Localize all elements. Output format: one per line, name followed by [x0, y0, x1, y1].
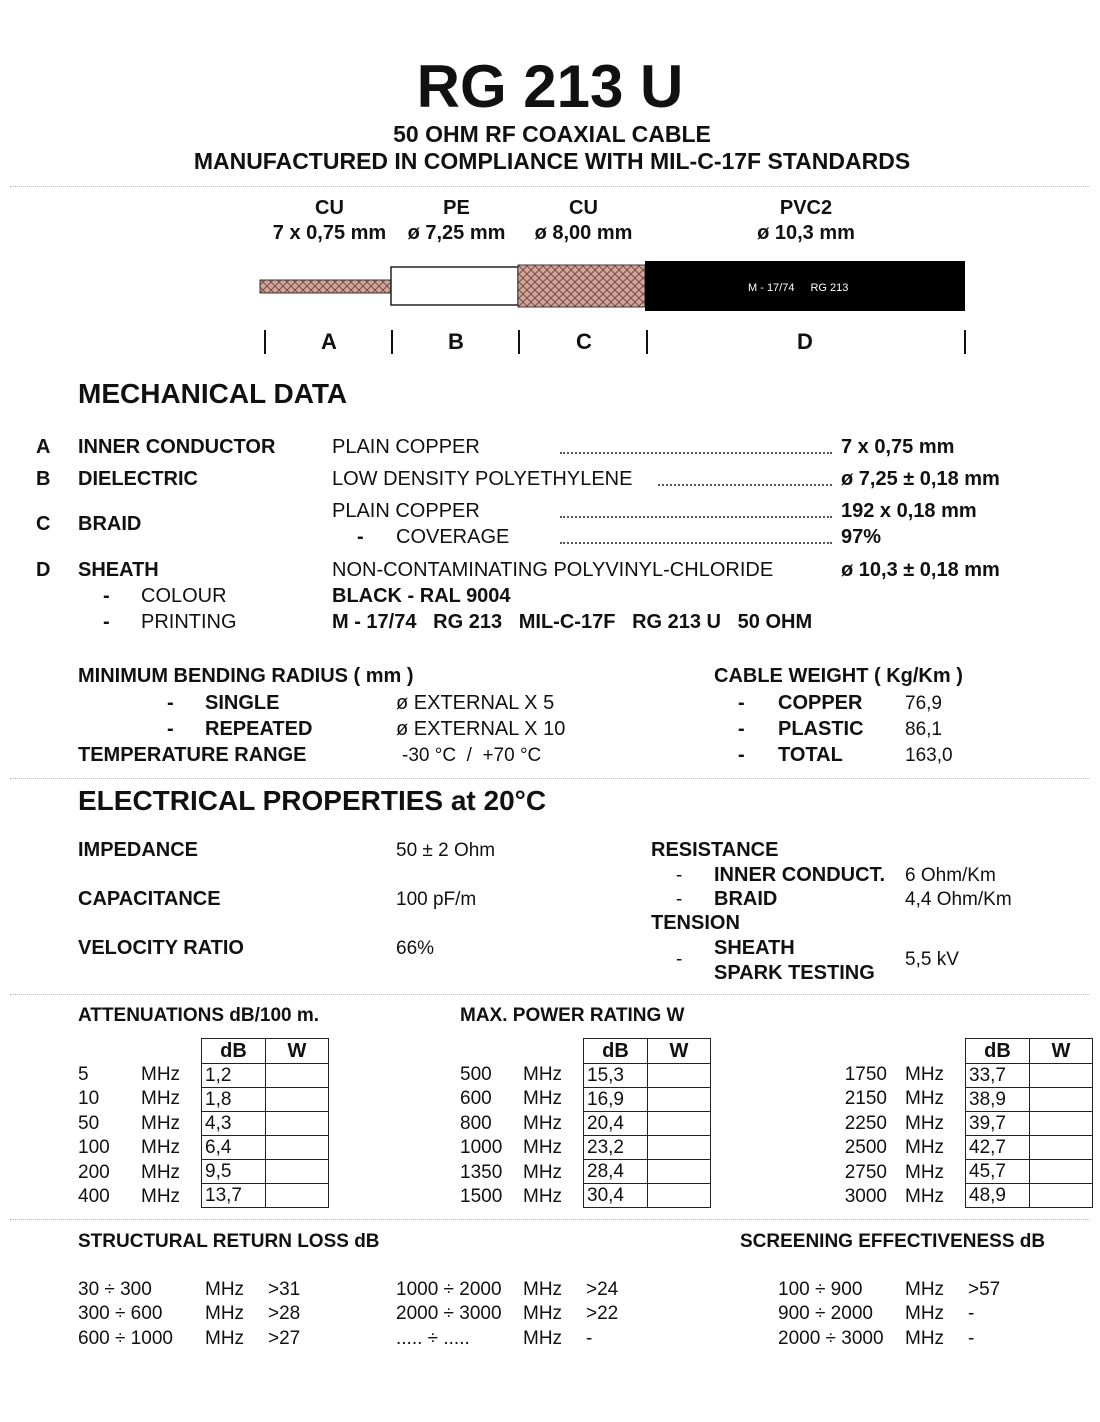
temperature-range-value: -30 °C / +70 °C [402, 745, 542, 766]
tension-label: TENSION [651, 912, 740, 934]
db-cell: 4,3 [202, 1112, 266, 1136]
section-boundary-tick [518, 330, 520, 354]
weight-copper-label: COPPER [778, 692, 863, 714]
w-cell [266, 1136, 329, 1160]
db-cell: 20,4 [584, 1112, 648, 1136]
col-db-header: dB [966, 1039, 1030, 1064]
section-boundary-tick [646, 330, 648, 354]
colour-dash: - [103, 585, 110, 607]
weight-total-label: TOTAL [778, 744, 843, 766]
divider [10, 994, 1090, 995]
dielectric-material: LOW DENSITY POLYETHYLENE [332, 468, 633, 490]
coverage-dash: - [357, 526, 364, 548]
return-loss-range-column-1: 30 ÷ 300 300 ÷ 600 600 ÷ 1000 [78, 1279, 173, 1349]
row-letter-c: C [36, 513, 51, 535]
impedance-label: IMPEDANCE [78, 839, 199, 861]
subtitle-standards: MANUFACTURED IN COMPLIANCE WITH MIL-C-17F STANDARDS [193, 148, 911, 174]
dash: - [167, 718, 174, 740]
weight-plastic-value: 86,1 [905, 719, 942, 740]
section-letter-c: C [576, 329, 592, 354]
bending-radius-heading: MINIMUM BENDING RADIUS ( mm ) [78, 665, 414, 687]
db-cell: 33,7 [966, 1064, 1030, 1088]
coverage-label: COVERAGE [396, 526, 510, 548]
section-letter-b: B [448, 329, 464, 354]
col-w-header: W [1030, 1039, 1093, 1064]
sheath-print-marking: M - 17/74 RG 213 [748, 282, 849, 294]
divider [10, 1219, 1090, 1220]
inner-conduct-label: INNER CONDUCT. [714, 864, 886, 886]
section-boundary-tick [391, 330, 393, 354]
unit-column: MHz MHz MHz MHz MHz MHz [523, 1064, 563, 1207]
db-cell: 38,9 [966, 1088, 1030, 1112]
braid-resistance-label: BRAID [714, 888, 778, 910]
dielectric-segment [391, 267, 518, 305]
w-cell [1030, 1136, 1093, 1160]
label-c-material: CU [569, 197, 598, 219]
inner-conductor-material: PLAIN COPPER [332, 436, 480, 458]
attenuation-table-3 [965, 1038, 1093, 1208]
dash: - [738, 692, 745, 714]
col-w-header: W [648, 1039, 711, 1064]
col-db-header: dB [202, 1039, 266, 1064]
cable-weight-heading: CABLE WEIGHT ( Kg/Km ) [714, 665, 963, 687]
freq-column: 5 10 50 100 200 400 [78, 1064, 110, 1207]
colour-value: BLACK - RAL 9004 [332, 585, 511, 607]
freq-column: 1750 2150 2250 2500 2750 3000 [844, 1064, 887, 1207]
max-power-heading: MAX. POWER RATING W [460, 1005, 685, 1026]
w-cell [1030, 1088, 1093, 1112]
return-loss-value-column-2: >24 >22 - [586, 1279, 619, 1349]
weight-total-value: 163,0 [905, 745, 953, 766]
db-cell: 23,2 [584, 1136, 648, 1160]
w-cell [1030, 1064, 1093, 1088]
unit-column: MHz MHz MHz [523, 1279, 563, 1349]
attenuations-heading: ATTENUATIONS dB/100 m. [78, 1005, 320, 1026]
return-loss-range-column-2: 1000 ÷ 2000 2000 ÷ 3000 ..... ÷ ..... [396, 1279, 502, 1349]
coverage-value: 97% [841, 526, 882, 548]
db-cell: 1,2 [202, 1064, 266, 1088]
sheath-material: NON-CONTAMINATING POLYVINYL-CHLORIDE [332, 559, 774, 581]
col-db-header: dB [584, 1039, 648, 1064]
leader-dots [560, 516, 832, 518]
capacitance-label: CAPACITANCE [78, 888, 221, 910]
inner-conductor-label: INNER CONDUCTOR [78, 436, 276, 458]
sheath-tension-label: SHEATH [714, 937, 795, 959]
braid-material: PLAIN COPPER [332, 500, 480, 522]
bending-repeated-label: REPEATED [205, 718, 313, 740]
w-cell [1030, 1184, 1093, 1208]
spark-testing-label: SPARK TESTING [714, 962, 875, 984]
braid-segment [518, 265, 645, 307]
w-cell [648, 1064, 711, 1088]
bending-single-label: SINGLE [205, 692, 280, 714]
sheath-value: ø 10,3 ± 0,18 mm [841, 559, 1000, 581]
dash: - [738, 744, 745, 766]
row-letter-a: A [36, 436, 51, 458]
weight-copper-value: 76,9 [905, 693, 942, 714]
w-cell [648, 1160, 711, 1184]
velocity-ratio-value: 66% [396, 938, 435, 959]
divider [10, 778, 1090, 779]
w-cell [648, 1136, 711, 1160]
sheath-label: SHEATH [78, 559, 159, 581]
db-cell: 30,4 [584, 1184, 648, 1208]
printing-value: M - 17/74 RG 213 MIL-C-17F RG 213 U 50 OHM [332, 611, 813, 633]
weight-plastic-label: PLASTIC [778, 718, 864, 740]
spark-testing-value: 5,5 kV [905, 949, 959, 970]
label-b-material: PE [443, 197, 470, 219]
divider [10, 186, 1090, 187]
db-cell: 42,7 [966, 1136, 1030, 1160]
row-letter-b: B [36, 468, 51, 490]
label-a-material: CU [315, 197, 344, 219]
db-cell: 1,8 [202, 1088, 266, 1112]
label-d-material: PVC2 [779, 197, 833, 219]
section-boundary-tick [264, 330, 266, 354]
return-loss-heading: STRUCTURAL RETURN LOSS dB [78, 1231, 380, 1252]
unit-column: MHz MHz MHz [205, 1279, 245, 1349]
w-cell [1030, 1112, 1093, 1136]
db-cell: 6,4 [202, 1136, 266, 1160]
leader-dots [560, 542, 832, 544]
bending-repeated-value: ø EXTERNAL X 10 [396, 718, 566, 740]
unit-column: MHz MHz MHz MHz MHz MHz [905, 1064, 945, 1207]
printing-dash: - [103, 611, 110, 633]
impedance-value: 50 ± 2 Ohm [396, 840, 496, 861]
attenuation-table-1 [201, 1038, 329, 1208]
leader-dots [560, 452, 832, 454]
db-cell: 45,7 [966, 1160, 1030, 1184]
label-a-size: 7 x 0,75 mm [272, 222, 387, 244]
w-cell [648, 1184, 711, 1208]
inner-conductor-value: 7 x 0,75 mm [841, 436, 955, 458]
dash: - [167, 692, 174, 714]
velocity-ratio-label: VELOCITY RATIO [78, 937, 244, 959]
freq-column: 500 600 800 1000 1350 1500 [460, 1064, 503, 1207]
cable-cross-section-diagram [255, 258, 970, 316]
braid-label: BRAID [78, 513, 142, 535]
printing-label: PRINTING [141, 611, 237, 633]
db-cell: 16,9 [584, 1088, 648, 1112]
inner-conduct-value: 6 Ohm/Km [905, 865, 996, 886]
colour-label: COLOUR [141, 585, 227, 607]
resistance-label: RESISTANCE [651, 839, 779, 861]
w-cell [1030, 1160, 1093, 1184]
db-cell: 48,9 [966, 1184, 1030, 1208]
section-letter-a: A [321, 329, 337, 354]
w-cell [266, 1160, 329, 1184]
inner-conductor-segment [260, 280, 391, 293]
row-letter-d: D [36, 559, 51, 581]
screening-heading: SCREENING EFFECTIVENESS dB [740, 1231, 1046, 1252]
unit-column: MHz MHz MHz [905, 1279, 945, 1349]
mechanical-data-heading: MECHANICAL DATA [78, 378, 348, 409]
db-cell: 28,4 [584, 1160, 648, 1184]
dash: - [676, 889, 683, 910]
w-cell [648, 1088, 711, 1112]
w-cell [266, 1112, 329, 1136]
bending-single-value: ø EXTERNAL X 5 [396, 692, 555, 714]
screening-range-column: 100 ÷ 900 900 ÷ 2000 2000 ÷ 3000 [778, 1279, 884, 1349]
section-letter-d: D [797, 329, 813, 354]
unit-column: MHz MHz MHz MHz MHz MHz [141, 1064, 181, 1207]
dash: - [676, 865, 683, 886]
db-cell: 9,5 [202, 1160, 266, 1184]
label-b-size: ø 7,25 mm [407, 222, 506, 244]
db-cell: 39,7 [966, 1112, 1030, 1136]
label-d-size: ø 10,3 mm [757, 222, 855, 244]
return-loss-value-column-1: >31 >28 >27 [268, 1279, 301, 1349]
db-cell: 15,3 [584, 1064, 648, 1088]
subtitle-cable-type: 50 OHM RF COAXIAL CABLE [393, 121, 711, 147]
section-boundary-tick [964, 330, 966, 354]
w-cell [266, 1064, 329, 1088]
attenuation-table-2 [583, 1038, 711, 1208]
electrical-properties-heading: ELECTRICAL PROPERTIES at 20°C [78, 785, 547, 816]
screening-value-column: >57 - - [968, 1279, 1001, 1349]
label-c-size: ø 8,00 mm [534, 222, 633, 244]
leader-dots [658, 484, 832, 486]
braid-resistance-value: 4,4 Ohm/Km [905, 889, 1012, 910]
dash: - [738, 718, 745, 740]
db-cell: 13,7 [202, 1184, 266, 1208]
w-cell [266, 1088, 329, 1112]
w-cell [266, 1184, 329, 1208]
page-title: RG 213 U [416, 53, 684, 120]
braid-value: 192 x 0,18 mm [841, 500, 977, 522]
temperature-range-label: TEMPERATURE RANGE [78, 744, 307, 766]
dielectric-value: ø 7,25 ± 0,18 mm [841, 468, 1000, 490]
w-cell [648, 1112, 711, 1136]
dash: - [676, 949, 683, 970]
dielectric-label: DIELECTRIC [78, 468, 198, 490]
col-w-header: W [266, 1039, 329, 1064]
capacitance-value: 100 pF/m [396, 889, 477, 910]
